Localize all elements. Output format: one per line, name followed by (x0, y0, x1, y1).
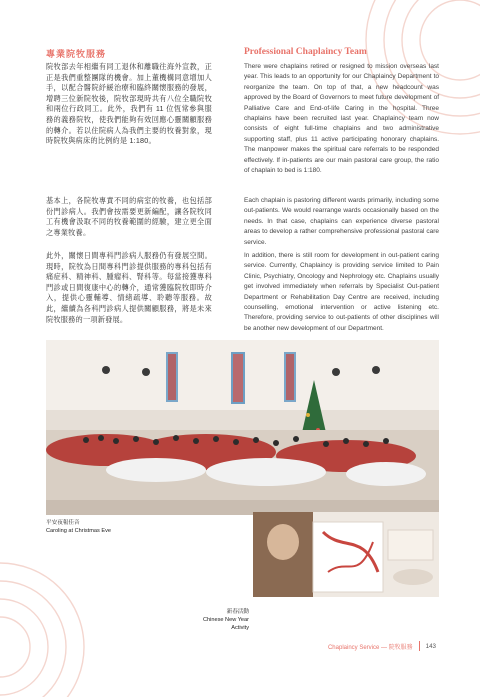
footer-divider (419, 641, 420, 651)
caption-caroling (46, 519, 111, 535)
caption-new-year (185, 608, 249, 632)
paragraph-zh-3: 此外，關懷日間專科門診病人服務仍有發展空間。現時，院牧為日間專科門診提供服務的專科包括有痛症科、精神科、腫瘤科、腎科等。每當接獲專科門診或日間復康中心的轉介，通常獲臨院牧即時介入，提供心靈輔導、情緒疏導、聆聽等服務。故此，繼續為各科門診病人提供關顧服務，將是未來院牧服務的一項新發展。 (46, 251, 212, 324)
chinese-new-year-photo (253, 512, 439, 597)
christmas-caroling-photo (46, 340, 439, 515)
paragraph-en-2: Each chaplain is pastoring different wards primarily, including some out-patients. We would rearrange wards occasionally based on the needs. In that case, chaplains can experience diverse pastoral areas to develop a rather comprehensive professional pastoral care service. (244, 197, 439, 246)
paragraph-en-3: In addition, there is still room for development in out-patient caring service. Currently, Chaplaincy is providing service limited to Pain Clinic, Psychiatry, Oncology and Nephrology etc. Chaplains usually get involved immediately when referrals by Specialist Out-patient Department or Rehabilitation Day Centre are received, including counselling, emotional intervention or active listening etc. Therefore, providing service to out-patients of other disciplines will be another new development of our Department. (244, 252, 439, 332)
section-heading-zh: 專業院牧服務 (46, 49, 107, 59)
caption-caroling-zh: 平安夜報佳音 (46, 520, 80, 526)
paragraph-zh-1: 院牧部去年相繼有同工退休和離職往海外宣教，正正是我們重整團隊的機會。加上董機構同意增加人手，以配合醫院紓緩治療和臨終關懷服務的發展，增聘三位新院牧後，院牧部現時共有八位全職院牧和兩位行政同工。此外，我們有 11 位恆常參與服務的義務院牧，使我們能夠有效回應心靈關顧服務的轉介。若以住院病人為我們主要的牧養對象，現時院牧與病床的比例約是 1:180。 (46, 62, 212, 146)
paragraph-en-1: There were chaplains retired or resigned to mission overseas last year. This leads to an opportunity for our Chaplaincy Department to reorganize the team. On top of that, a new headcount was approved by the Board of Governors to meet future development of Palliative Care and End-of-life Caring in the hospital. Three chaplains have been recruited last year. Chaplaincy team now consists of eight full-time chaplains and two administrative supporting staff, plus 11 active participating honorary chaplains. The manpower makes the spiritual care referrals to be responded effectively. If in-patients are our main pastoral care group, the ratio of chaplain to bed is 1:180. (244, 63, 439, 175)
section-heading-en: Professional Chaplaincy Team (244, 47, 367, 57)
caption-caroling-en: Caroling at Christmas Eve (46, 528, 111, 534)
footer-section-label: Chaplaincy Service — 院牧服務 (327, 644, 413, 651)
caption-new-year-zh: 新春活動 (226, 609, 249, 615)
caption-new-year-en: Chinese New Year Activity (202, 617, 249, 631)
page-number: 143 (425, 642, 436, 650)
paragraph-zh-2: 基本上，各院牧專責不同的病室的牧養，也包括部份門診病人。我們會按需要更新編配，讓各院牧同工有機會汲取不同的牧養範圍的經驗，建立更全面之專業牧養。 (46, 196, 212, 237)
page-footer (328, 641, 436, 651)
